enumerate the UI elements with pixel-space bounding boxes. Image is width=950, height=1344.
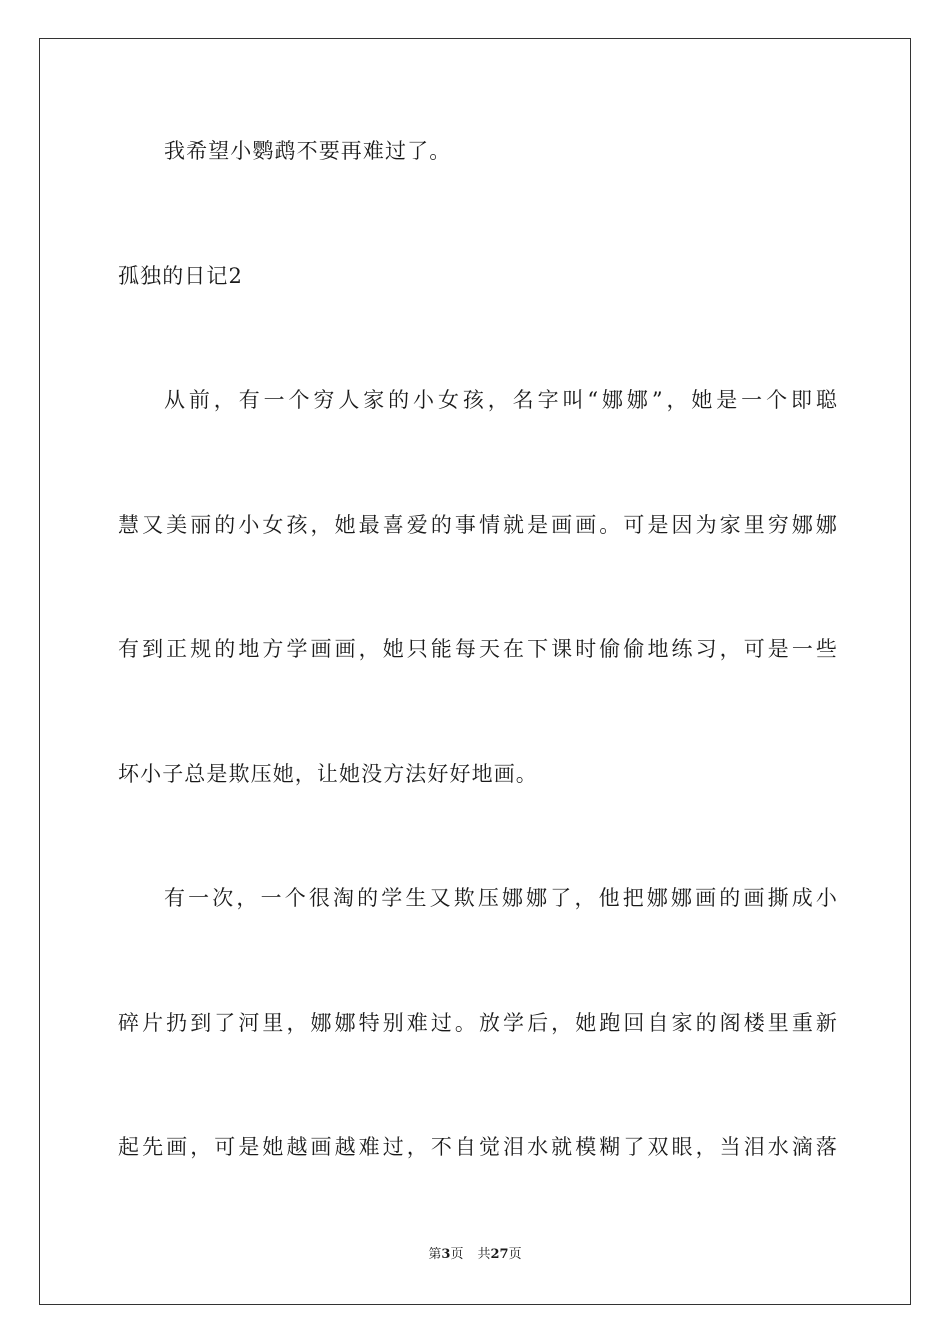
page-prefix: 第 (428, 1247, 442, 1262)
paragraph-line-3: 慧又美丽的小女孩，她最喜爱的事情就是画画。可是因为家里穷娜娜 (118, 513, 838, 537)
page-number: 3 (441, 1247, 451, 1262)
total-prefix: 共 (477, 1247, 491, 1262)
total-pages: 27 (490, 1247, 509, 1262)
paragraph-line-5: 坏小子总是欺压她，让她没方法好好地画。 (118, 762, 538, 786)
paragraph-line-6: 有一次，一个很淘的学生又欺压娜娜了，他把娜娜画的画撕成小 (164, 886, 838, 910)
paragraph-line-7: 碎片扔到了河里，娜娜特别难过。放学后，她跑回自家的阁楼里重新 (118, 1011, 838, 1035)
page-border (39, 38, 911, 1305)
paragraph-line-1: 我希望小鹦鹉不要再难过了。 (164, 139, 452, 163)
page-suffix: 页 (450, 1247, 464, 1262)
paragraph-line-2: 从前，有一个穷人家的小女孩，名字叫“娜娜”，她是一个即聪 (164, 388, 838, 412)
page-footer (0, 1246, 950, 1264)
total-suffix: 页 (508, 1247, 522, 1262)
paragraph-line-4: 有到正规的地方学画画，她只能每天在下课时偷偷地练习，可是一些 (118, 637, 838, 661)
section-title: 孤独的日记2 (118, 264, 243, 288)
paragraph-line-8: 起先画，可是她越画越难过，不自觉泪水就模糊了双眼，当泪水滴落 (118, 1135, 838, 1159)
